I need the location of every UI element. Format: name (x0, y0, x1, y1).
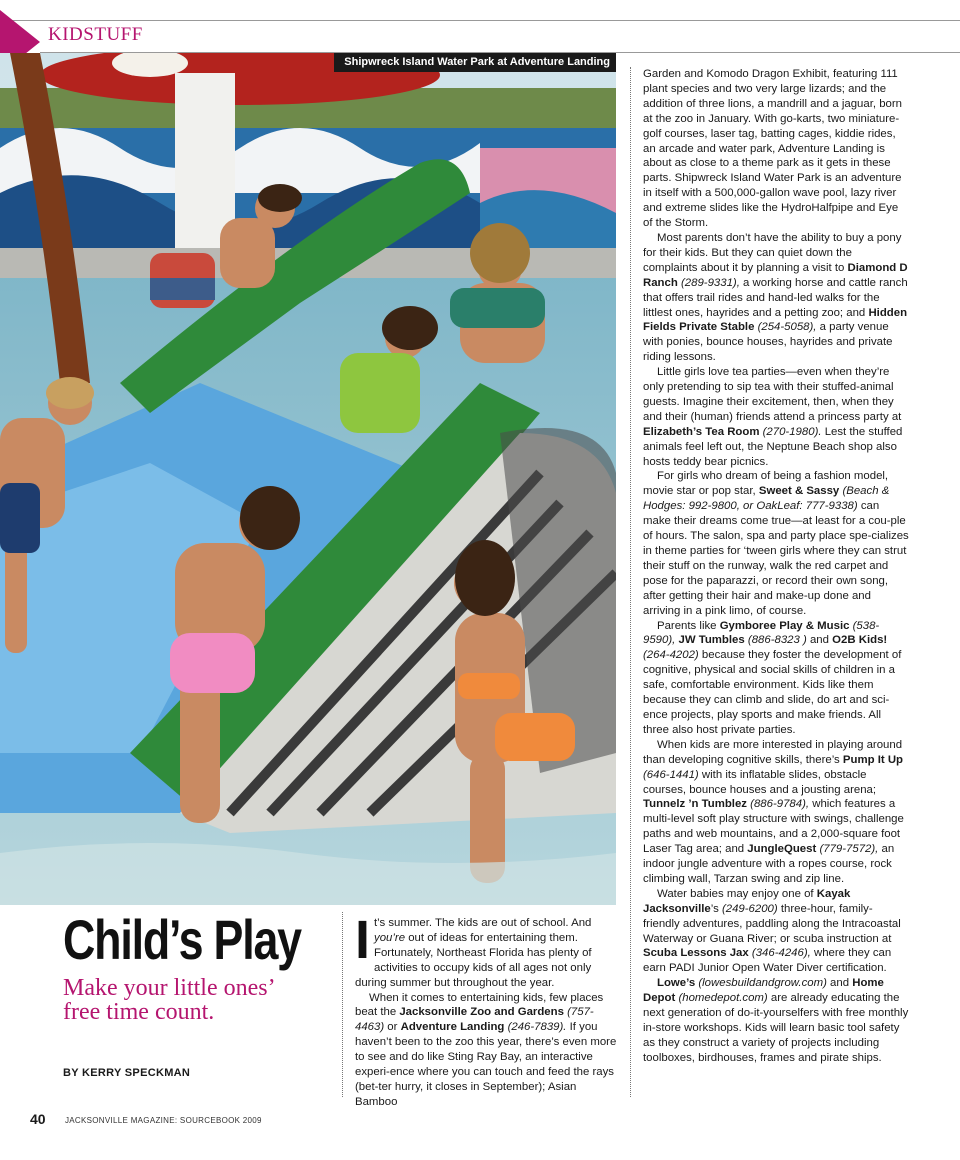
paragraph: Water babies may enjoy one of Kayak Jacksonville’s (249-6200) three-hour, family-friendly adventures, paddling along the Intracoastal Waterway or Guana River; or scuba instruction at Scuba Lessons Jax (346-4246), where they can earn PADI Junior Open Water Diver certification. (643, 887, 901, 975)
page-number: 40 (30, 1111, 46, 1127)
paragraph: Parents like Gymboree Play & Music (538-9590), JW Tumbles (886-8323 ) and O2B Kids! (264-4202) because they foster the development of cognitive, physical and social skills of children in a safe, comfortable environment. Kids like them because they can climb and slide, do art and sci-ence projects, play sports and make friends. All three also host private parties. (643, 619, 902, 736)
column-rule-left (342, 912, 343, 1097)
feature-photo (0, 53, 616, 905)
paragraph: It’s summer. The kids are out of school. And you’re out of ideas for entertaining them. Fortunately, Northeast Florida has plenty of activities to occupy kids of all ages not only during summer but throughout the year. (355, 910, 592, 989)
article-title: Child’s Play (63, 908, 301, 971)
water-park-illustration (0, 53, 616, 905)
byline: BY KERRY SPECKMAN (63, 1067, 191, 1079)
paragraph: Lowe’s (lowesbuildandgrow.com) and Home Depot (homedepot.com) are already educating the next generation of do-it-yourselfers with free monthly in-store workshops. Kids will learn basic tool safety as they construct a variety of projects including toolboxes, birdhouses, frames and pirate ships. (643, 977, 909, 1064)
section-label: KIDSTUFF (48, 24, 143, 45)
paragraph: When it comes to entertaining kids, few places beat the Jacksonville Zoo and Gardens (757-4463) or Adventure Landing (246-7839). If you haven’t been to the zoo this year, there’s even more to see and do like Sting Ray Bay, an interactive experi-ence where you can touch and feed the rays (bet-ter hurry, it closes in September); Asian Bamboo (355, 991, 617, 1108)
paragraph: Garden and Komodo Dragon Exhibit, featuring 111 plant species and two very large lizards; and the addition of three lions, a mandrill and a jaguar, born at the zoo in January. With go-karts, two miniature-golf courses, laser tag, batting cages, kiddie rides, an arcade and water park, Adventure Landing is about as close to a theme park as it gets in these parts. Shipwreck Island Water Park is an adventure in itself with a 500,000-gallon wave pool, lazy river and extreme slides like the HydroHalfpipe and Eye of the Storm. (643, 68, 902, 230)
column-rule-right (630, 67, 631, 1097)
paragraph: When kids are more interested in playing around than developing cognitive skills, there’s Pump It Up (646-1441) with its inflatable slides, obstacle courses, bounce houses and a jousting arena; Tunnelz ’n Tumblez (886-9784), which features a multi-level soft play structure with swings, challenge paths and web mountains, and a 2,000-square foot Laser Tag area; and JungleQuest (779-7572), an indoor jungle adventure with a ropes course, rock climbing wall, Tarzan swing and zip line. (643, 738, 904, 885)
article-deck: Make your little ones’ free time count. (63, 975, 274, 1025)
paragraph: Little girls love tea parties—even when they’re only pretending to sip tea with their stuffed-animal guests. Imagine their excitement, then, when they and their (human) friends attend a princess party at Elizabeth’s Tea Room (270-1980). Lest the stuffed animals feel left out, the Neptune Beach shop also hosts teddy bear picnics. (643, 366, 903, 468)
photo-caption: Shipwreck Island Water Park at Adventure Landing (334, 53, 616, 72)
paragraph: For girls who dream of being a fashion model, movie star or pop star, Sweet & Sassy (Beach & Hodges: 992-9800, or OakLeaf: 777-9338) can make their dreams come true—at least for a cou-ple of hours. The salon, spa and party place spe-cializes in theme parties for ‘tween girls where they can strut their stuff on the runway, walk the red carpet and pose for the paparazzi, or record their own song, after getting their hair and make-up done and arriving in a pink limo, of course. (643, 470, 909, 617)
article-column-2 (643, 67, 909, 1066)
article-column-1 (355, 910, 617, 1110)
header-top-rule (0, 20, 960, 21)
folio: JACKSONVILLE MAGAZINE: SOURCEBOOK 2009 (65, 1116, 262, 1125)
paragraph: Most parents don’t have the ability to buy a pony for their kids. But they can quiet down the complaints about it by planning a visit to Diamond D Ranch (289-9331), a working horse and cattle ranch that offers trail rides and hand-led walks for the littlest ones, hayrides and a petting zoo; and Hidden Fields Private Stable (254-5058), a party venue with ponies, bounce houses, hayrides and private riding lessons. (643, 231, 908, 364)
drop-cap: I (355, 910, 371, 970)
